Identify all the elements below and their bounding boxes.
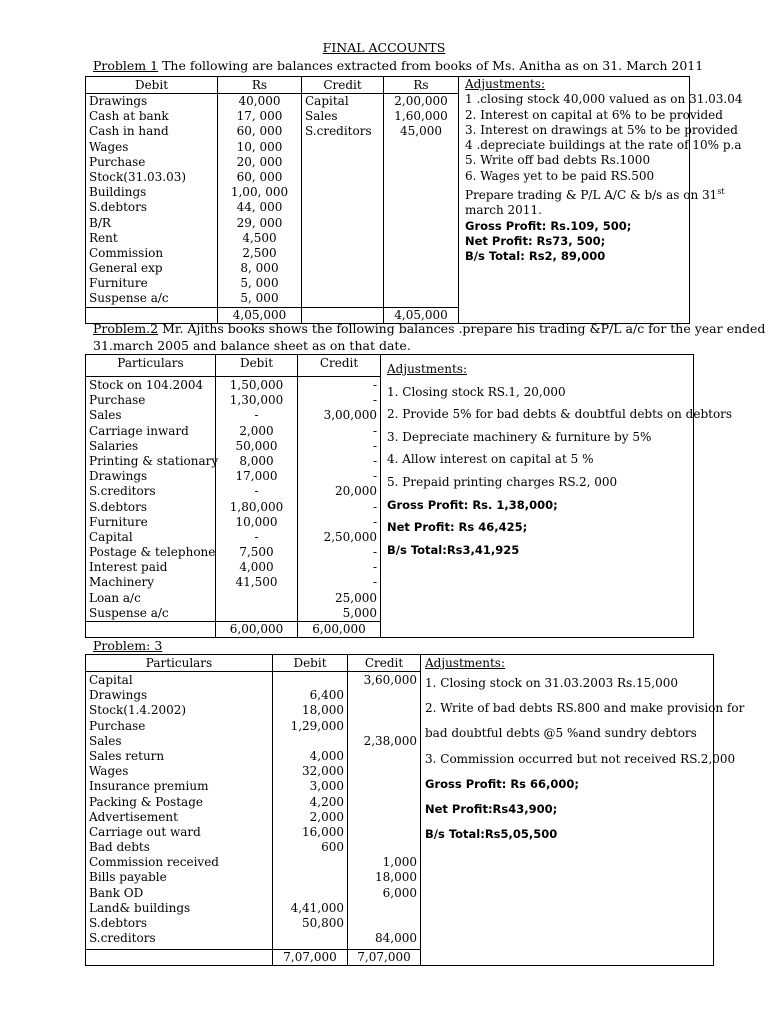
table-row-item: Commission received (89, 855, 219, 870)
problem2-table (85, 354, 733, 638)
p3-empty-cell (86, 950, 273, 966)
p2-header-particulars: Particulars (86, 355, 216, 377)
p3-debit-total: 7,07,000 (273, 950, 348, 966)
table-row-debit: 6,400 (309, 688, 344, 703)
table-row-credit (351, 825, 417, 840)
p1-prepare-instruction: Prepare trading & P/L A/C & b/s as on 31st (465, 187, 725, 203)
table-row-item: Drawings (89, 688, 148, 703)
table-row-debit: 4,000 (239, 560, 274, 575)
problem2-intro: Mr. Ajiths books shows the following balances .prepare his trading &P/L a/c for the year ended (158, 321, 766, 336)
p2-bs-total: B/s Total:Rs3,41,925 (387, 542, 520, 557)
list-item: General exp (89, 261, 163, 276)
table-row-credit (351, 749, 417, 764)
table-row-debit: 1,29,000 (290, 718, 344, 733)
table-row-item: Loan a/c (89, 590, 141, 605)
table-row-debit: 1,30,000 (229, 393, 284, 408)
table-row-credit: - (372, 469, 377, 484)
table-row-credit: - (372, 393, 377, 408)
p2-gross-profit: Gross Profit: Rs. 1,38,000; (387, 497, 558, 512)
p3-gross-profit: Gross Profit: Rs 66,000; (425, 776, 580, 791)
table-row-item: Stock(1.4.2002) (89, 703, 187, 718)
table-row-item: Suspense a/c (89, 605, 169, 620)
p3-adjustment-item: bad doubtful debts @5 %and sundry debtors (425, 726, 697, 741)
table-row-item: Interest paid (89, 560, 168, 575)
table-row-credit: - (372, 514, 377, 529)
table-row-item: S.debtors (89, 916, 148, 930)
p3-bs-total: B/s Total:Rs5,05,500 (425, 827, 558, 842)
amount: 17, 000 (236, 109, 283, 124)
p1-bs-total: B/s Total: Rs2, 89,000 (465, 249, 606, 264)
table-row-debit: - (254, 484, 259, 499)
table-row-debit (276, 886, 344, 901)
table-row-debit: 16,000 (302, 824, 344, 839)
table-row-credit: - (372, 438, 377, 453)
p2-adjustment-item: 4. Allow interest on capital at 5 % (387, 452, 594, 467)
table-row-credit (351, 764, 417, 779)
list-item: S.debtors (89, 200, 148, 215)
p2-particulars (86, 377, 219, 622)
table-row-debit: 4,41,000 (290, 900, 344, 915)
table-row-debit (276, 673, 344, 688)
amount: 2,00,000 (394, 94, 448, 108)
list-item: Commission (89, 245, 164, 260)
table-row-credit: 20,000 (335, 484, 377, 499)
p1-debit-total: 4,05,000 (218, 308, 302, 324)
table-row-item: Sales (89, 408, 122, 423)
p1-adjustment-item: 5. Write off bad debts Rs.1000 (465, 153, 651, 168)
table-row-item: Stock on 104.2004 (89, 378, 204, 392)
table-row-item: Insurance premium (89, 779, 209, 794)
table-row-credit: 84,000 (375, 931, 417, 946)
document-title: FINAL ACCOUNTS (322, 40, 446, 55)
table-row-debit: 1,50,000 (229, 378, 284, 392)
p2-empty-cell (86, 622, 216, 638)
table-row-credit: 25,000 (335, 590, 377, 605)
p3-debit-values (273, 672, 348, 950)
table-row-credit: 2,50,000 (323, 529, 377, 544)
table-row-item: Purchase (89, 718, 146, 733)
table-row-debit (219, 606, 294, 621)
p2-adjustments-heading: Adjustments: (387, 362, 468, 376)
p1-header-credit: Credit (302, 77, 384, 94)
table-row-credit (351, 688, 417, 703)
p3-header-debit: Debit (273, 655, 348, 672)
p2-debit-values (216, 377, 298, 622)
problem1-table (85, 76, 743, 324)
p1-gross-profit: Gross Profit: Rs.109, 500; (465, 218, 632, 233)
p1-adjustments-heading: Adjustments: (465, 77, 546, 91)
p2-header-debit: Debit (216, 355, 298, 377)
amount: 4,500 (242, 230, 277, 245)
amount: 60, 000 (236, 169, 283, 184)
table-row-item: Capital (89, 673, 133, 687)
amount: 5, 000 (240, 276, 279, 291)
table-row-debit: 10,000 (235, 514, 278, 529)
table-row-debit: 3,000 (309, 779, 344, 794)
table-row-item: S.creditors (89, 484, 156, 499)
table-row-item: Purchase (89, 393, 146, 408)
list-item: Stock(31.03.03) (89, 169, 187, 184)
amount: 29, 000 (236, 215, 283, 230)
p3-header-particulars: Particulars (86, 655, 273, 672)
amount: 20, 000 (236, 154, 283, 169)
p3-adjustment-item: 3. Commission occurred but not received RS.2,000 (425, 751, 736, 766)
table-row-credit: 5,000 (342, 605, 377, 620)
problem2-intro-cont: 31.march 2005 and balance sheet as on that date. (93, 338, 411, 353)
table-row-debit: 600 (321, 840, 344, 855)
table-row-item: Sales (89, 733, 122, 748)
table-row-credit (351, 840, 417, 855)
amount: 2,500 (242, 245, 277, 260)
table-row-debit: 8,000 (239, 453, 274, 468)
table-row-debit (219, 591, 294, 606)
p3-adjustments-heading: Adjustments: (425, 656, 506, 670)
table-row-debit: - (254, 408, 259, 423)
table-row-debit: 2,000 (309, 809, 344, 824)
problem3-table (85, 654, 745, 966)
table-row-credit: - (372, 499, 377, 514)
table-row-credit: - (372, 560, 377, 575)
table-row-debit: 17,000 (235, 469, 278, 484)
p1-credit-values (384, 94, 459, 308)
table-row-item: Land& buildings (89, 900, 191, 915)
p1-header-rs: Rs (218, 77, 302, 94)
table-row-credit (351, 703, 417, 718)
table-row-credit: 18,000 (375, 870, 417, 885)
table-row-item: Carriage out ward (89, 824, 201, 839)
table-row-debit: 7,500 (239, 545, 274, 560)
p1-adjustment-item: 2. Interest on capital at 6% to be provided (465, 107, 723, 122)
table-row-credit: - (372, 453, 377, 468)
table-row-debit: 41,500 (235, 575, 278, 590)
p3-particulars (86, 672, 273, 950)
list-item: Buildings (89, 185, 147, 200)
list-item: S.creditors (305, 124, 372, 139)
table-row-credit (351, 719, 417, 734)
p1-adjustment-item: 4 .depreciate buildings at the rate of 10% p.a (465, 138, 742, 153)
table-row-debit: 50,000 (235, 438, 278, 453)
table-row-credit (351, 795, 417, 810)
list-item: Drawings (89, 94, 148, 108)
p1-adjustment-item: 6. Wages yet to be paid RS.500 (465, 168, 655, 183)
table-row-credit: 1,000 (382, 855, 417, 870)
problem2-label: Problem.2 (93, 321, 159, 336)
table-row-credit: - (372, 378, 377, 392)
table-row-item: Packing & Postage (89, 794, 203, 809)
list-item: Sales (305, 109, 338, 124)
problem1-intro: The following are balances extracted from books of Ms. Anitha as on 31. March 2011 (158, 58, 704, 73)
p3-credit-total: 7,07,000 (348, 950, 421, 966)
table-row-item: Machinery (89, 575, 155, 590)
list-item: Cash in hand (89, 124, 169, 139)
p1-credit-total: 4,05,000 (384, 308, 459, 324)
table-row-item: Salaries (89, 438, 139, 453)
p3-adjustment-item: 1. Closing stock on 31.03.2003 Rs.15,000 (425, 676, 679, 690)
table-row-item: Capital (89, 529, 133, 544)
p2-net-profit: Net Profit: Rs 46,425; (387, 520, 528, 535)
table-row-credit: - (372, 423, 377, 438)
p1-debit-values (218, 94, 302, 308)
table-row-debit: - (254, 529, 259, 544)
table-row-credit: 2,38,000 (363, 733, 417, 748)
p3-adjustment-item: 2. Write of bad debts RS.800 and make provision for (425, 701, 745, 716)
problem3-label: Problem: 3 (93, 638, 163, 653)
table-row-debit: 50,800 (302, 916, 344, 930)
amount: 40,000 (238, 94, 281, 108)
table-row-credit (351, 779, 417, 794)
p1-adjustments-cell (459, 77, 743, 324)
p1-header-rs: Rs (384, 77, 459, 94)
p2-debit-total: 6,00,000 (216, 622, 298, 638)
amount: 5, 000 (240, 291, 279, 306)
p1-credit-items (302, 94, 384, 308)
table-row-debit: 18,000 (302, 703, 344, 718)
table-row-debit: 2,000 (239, 423, 274, 438)
table-row-debit: 32,000 (302, 764, 344, 779)
table-row-credit (351, 810, 417, 825)
amount: 1,00, 000 (230, 185, 289, 200)
list-item: Capital (305, 94, 349, 108)
problem1-heading (93, 58, 703, 73)
table-row-debit (276, 734, 344, 749)
table-row-credit: 6,000 (382, 885, 417, 900)
p2-header-credit: Credit (298, 355, 381, 377)
list-item: Purchase (89, 154, 146, 169)
table-row-credit: 3,60,000 (363, 673, 417, 687)
table-row-debit: 4,200 (309, 794, 344, 809)
problem2-heading (93, 321, 765, 336)
p1-debit-items (86, 94, 218, 308)
list-item: Rent (89, 230, 118, 245)
p2-adjustment-item: 5. Prepaid printing charges RS.2, 000 (387, 474, 618, 489)
table-row-debit: 4,000 (309, 748, 344, 763)
p2-adjustments-cell (381, 355, 733, 638)
table-row-item: Furniture (89, 514, 148, 529)
table-row-item: Bad debts (89, 840, 150, 855)
table-row-credit: - (372, 575, 377, 590)
amount: 1,60,000 (394, 109, 448, 124)
p1-adjustment-item: 1 .closing stock 40,000 valued as on 31.03.04 (465, 92, 743, 107)
table-row-debit (276, 855, 344, 870)
p3-header-credit: Credit (348, 655, 421, 672)
table-row-item: S.debtors (89, 499, 148, 514)
p2-adjustment-item: 3. Depreciate machinery & furniture by 5% (387, 429, 652, 444)
p2-adjustment-item: 2. Provide 5% for bad debts & doubtful debts on debtors (387, 407, 733, 422)
table-row-credit: 3,00,000 (323, 408, 377, 423)
table-row-item: Bills payable (89, 870, 167, 885)
amount: 45,000 (400, 124, 442, 139)
p3-credit-values (348, 672, 421, 950)
list-item: B/R (89, 215, 111, 230)
table-row-item: Drawings (89, 469, 148, 484)
p1-net-profit: Net Profit: Rs73, 500; (465, 233, 606, 248)
p3-net-profit: Net Profit:Rs43,900; (425, 802, 558, 817)
table-row-item: Wages (89, 764, 129, 779)
table-row-credit: - (372, 545, 377, 560)
table-row-item: S.creditors (89, 931, 156, 946)
list-item: Furniture (89, 276, 148, 291)
p2-credit-total: 6,00,000 (298, 622, 381, 638)
table-row-item: Advertisement (89, 809, 178, 824)
table-row-item: Postage & telephone (89, 545, 216, 560)
p2-adjustment-item: 1. Closing stock RS.1, 20,000 (387, 384, 566, 399)
list-item: Wages (89, 139, 129, 154)
p1-header-debit: Debit (86, 77, 218, 94)
table-row-item: Carriage inward (89, 423, 189, 438)
table-row-debit (276, 931, 344, 946)
table-row-item: Sales return (89, 748, 165, 763)
table-row-debit (276, 870, 344, 885)
p1-prepare-instruction-cont: march 2011. (465, 203, 542, 218)
table-row-credit (351, 901, 417, 916)
amount: 8, 000 (240, 261, 279, 276)
problem1-label: Problem 1 (93, 58, 159, 73)
p1-adjustment-item: 3. Interest on drawings at 5% to be provided (465, 122, 738, 137)
table-row-item: Bank OD (89, 885, 144, 900)
p2-credit-values (298, 377, 381, 622)
table-row-credit (351, 916, 417, 931)
amount: 60, 000 (236, 124, 283, 139)
list-item: Suspense a/c (89, 291, 169, 306)
amount: 10, 000 (236, 139, 283, 154)
amount: 44, 000 (236, 200, 283, 215)
table-row-debit: 1,80,000 (229, 499, 284, 514)
table-row-item: Printing & stationary (89, 453, 219, 468)
p3-adjustments-cell (421, 655, 745, 966)
problem3-heading (93, 638, 162, 653)
list-item: Cash at bank (89, 109, 169, 124)
